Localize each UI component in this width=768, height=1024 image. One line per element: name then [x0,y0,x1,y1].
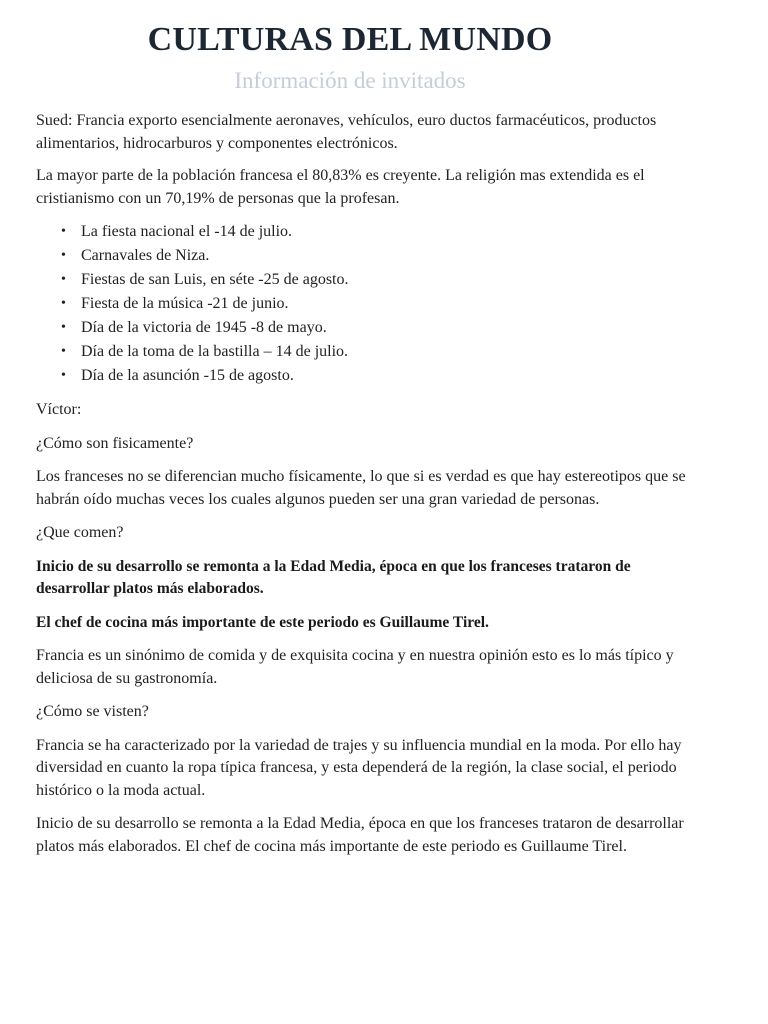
question-food: ¿Que comen? [36,524,124,541]
bullet-icon: • [61,368,66,383]
question-clothing: ¿Cómo se visten? [36,703,149,720]
answer-clothing-extra: Inicio de su desarrollo se remonta a la Edad Media, época en que los franceses trataron de desarrollar platos más elaborados. El chef de cocina más importante de este periodo es Guillaume Tirel. [36,815,684,855]
bullet-icon: • [61,320,66,335]
list-item: • Día de la victoria de 1945 -8 de mayo. [81,316,696,340]
page-subtitle: Información de invitados [234,68,466,93]
list-item: • Carnavales de Niza. [81,244,696,268]
bullet-icon: • [61,248,66,263]
religion-paragraph: La mayor parte de la población francesa el 80,83% es creyente. La religión mas extendida es el cristianismo con un 70,19% de personas que la profesan. [36,167,645,207]
list-item: • Fiestas de san Luis, en séte -25 de agosto. [81,268,696,292]
bullet-icon: • [61,272,66,287]
list-item: • La fiesta nacional el -14 de julio. [81,220,696,244]
festivities-list [36,220,696,388]
list-item: • Día de la toma de la bastilla – 14 de julio. [81,340,696,364]
question-physical: ¿Cómo son fisicamente? [36,434,194,452]
document-page [36,18,696,858]
list-item: • Día de la asunción -15 de agosto. [81,364,696,388]
bullet-icon: • [61,224,66,239]
answer-physical: Los franceses no se diferencian mucho físicamente, lo que si es verdad es que hay estereotipos que se habrán oído muchas veces los cuales algunos pueden ser una gran variedad de personas. [36,468,686,508]
exports-paragraph: Sued: Francia exporto esencialmente aeronaves, vehículos, euro ductos farmacéuticos, productos alimentarios, hidrocarburos y componentes electrónicos. [36,112,657,152]
page-title: CULTURAS DEL MUNDO [147,21,553,58]
answer-food-history: Inicio de su desarrollo se remonta a la Edad Media, época en que los franceses trataron de desarrollar platos más elaborados. [36,557,631,597]
bullet-icon: • [61,296,66,311]
bullet-icon: • [61,344,66,359]
answer-food-chef: El chef de cocina más importante de este periodo es Guillaume Tirel. [36,613,489,631]
author-label: Víctor: [36,401,82,418]
answer-clothing: Francia se ha caracterizado por la variedad de trajes y su influencia mundial en la moda. Por ello hay diversidad en cuanto la ropa típica francesa, y esta dependerá de la región, la clase social, el periodo histórico o la moda actual. [36,736,682,799]
list-item: • Fiesta de la música -21 de junio. [81,292,696,316]
answer-food-opinion: Francia es un sinónimo de comida y de exquisita cocina y en nuestra opinión esto es lo más típico y deliciosa de su gastronomía. [36,647,674,687]
